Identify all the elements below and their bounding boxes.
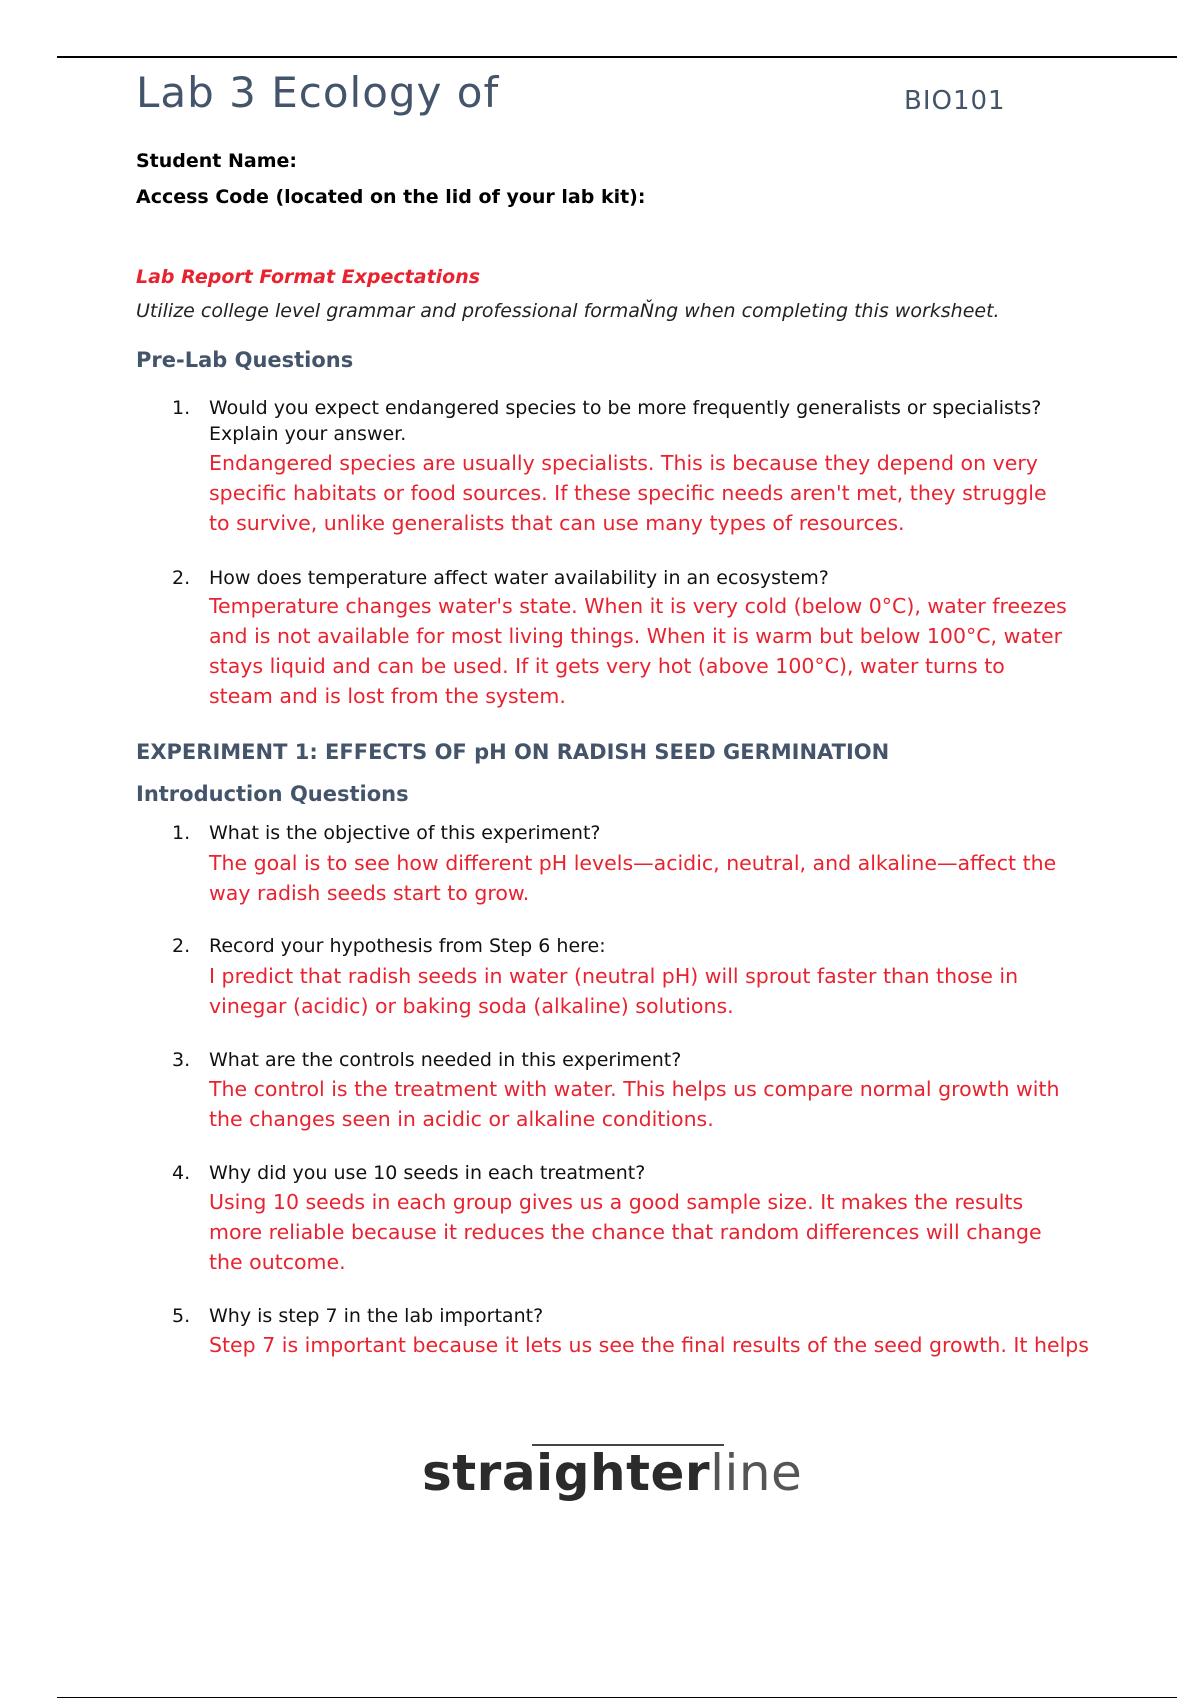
prelab-answer-1: Endangered species are usually specialists. This is because they depend on very specific habitats or food sources. If these specific needs aren't met, they struggle to survive, unlike generalists that can use many types of resources. [209,451,1047,535]
question-number: 3. [172,1049,191,1071]
logo-bold-part: straighter [422,1444,711,1502]
straighterline-logo [422,1440,803,1506]
intro-question-2 [172,933,1052,959]
course-code: BIO101 [904,86,1006,116]
question-number: 2. [172,935,191,957]
question-number: 5. [172,1305,191,1327]
question-text: Would you expect endangered species to be more frequently generalists or specialists? Explain your answer. [209,397,1042,445]
intro-question-3 [172,1047,1052,1073]
intro-question-1 [172,820,1052,846]
student-name-label: Student Name: [136,150,298,172]
question-text: Why is step 7 in the lab important? [209,1305,544,1327]
prelab-question-1 [172,395,1052,447]
document-title: Lab 3 Ecology of [136,68,500,117]
intro-answer-5: Step 7 is important because it lets us see the final results of the seed growth. It helps [209,1333,1089,1357]
question-text: What are the controls needed in this experiment? [209,1049,682,1071]
experiment1-heading: EXPERIMENT 1: EFFECTS OF pH ON RADISH SEED GERMINATION [136,740,890,764]
prelab-answer-2: Temperature changes water's state. When it is very cold (below 0°C), water freezes and is not available for most living things. When it is warm but below 100°C, water stays liquid and can be used. If it gets very hot (above 100°C), water turns to steam and is lost from the system. [209,594,1067,708]
prelab-heading: Pre-Lab Questions [136,348,354,372]
question-number: 1. [172,397,191,419]
question-text: Record your hypothesis from Step 6 here: [209,935,606,957]
intro-answer-4: Using 10 seeds in each group gives us a good sample size. It makes the results more reliable because it reduces the chance that random differences will change the outcome. [209,1190,1042,1274]
question-text: Why did you use 10 seeds in each treatment? [209,1162,646,1184]
format-expectations-title: Lab Report Format Expectations [136,266,481,288]
access-code-label: Access Code (located on the lid of your lab kit): [136,186,646,208]
format-expectations-text: Utilize college level grammar and professional formaŇng when completing this worksheet. [136,300,1000,322]
logo-wordmark [422,1440,802,1506]
question-number: 4. [172,1162,191,1184]
question-text: How does temperature affect water availability in an ecosystem? [209,567,829,589]
question-number: 2. [172,567,191,589]
question-text: What is the objective of this experiment? [209,822,601,844]
intro-question-4 [172,1160,1052,1186]
intro-answer-2: I predict that radish seeds in water (neutral pH) will sprout faster than those in vinegar (acidic) or baking soda (alkaline) solutions. [209,964,1019,1018]
intro-answer-3: The control is the treatment with water. This helps us compare normal growth with the changes seen in acidic or alkaline conditions. [209,1077,1060,1131]
intro-answer-1: The goal is to see how different pH levels—acidic, neutral, and alkaline—affect the way radish seeds start to grow. [209,851,1057,905]
prelab-question-2 [172,565,1052,591]
intro-question-5 [172,1303,1052,1329]
question-number: 1. [172,822,191,844]
bottom-rule [57,1697,1177,1698]
top-rule [57,56,1177,58]
logo-light-part: line [710,1444,803,1502]
introduction-questions-heading: Introduction Questions [136,782,409,806]
